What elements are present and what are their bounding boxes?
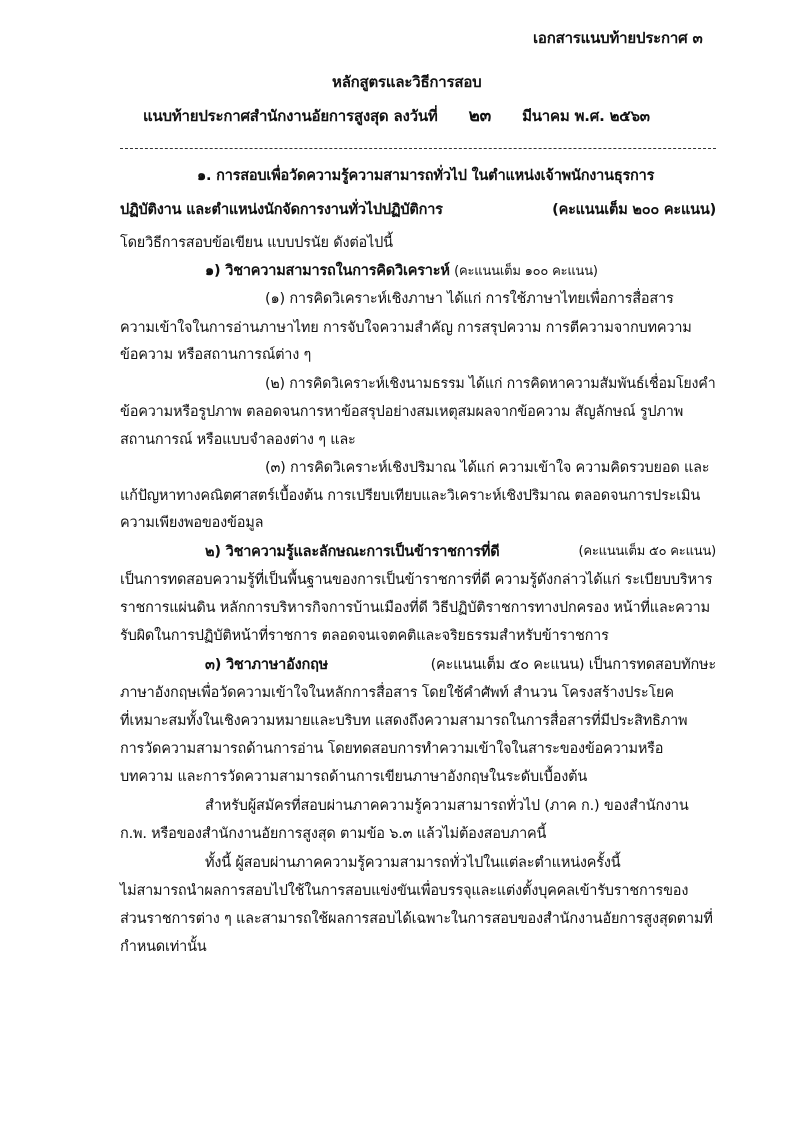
subject-1-item-1-line-2: ความเข้าใจในการอ่านภาษาไทย การจับใจความสำคัญ การสรุปความ การตีความจากบทความ (120, 320, 692, 336)
title-suffix: มีนาคม พ.ศ. ๒๕๖๓ (522, 107, 650, 125)
exemption-line-2: ก.พ. หรือของสำนักงานอัยการสูงสุด ตามข้อ ๖.๓ แล้วไม่ต้องสอบภาคนี้ (120, 826, 547, 842)
subject-2-line-4: รับผิดในการปฏิบัติหน้าที่ราชการ ตลอดจนเจตคติและจริยธรรมสำหรับข้าราชการ (120, 628, 609, 644)
subject-1-item-1-line-3: ข้อความ หรือสถานการณ์ต่าง ๆ (120, 347, 312, 363)
subject-3-heading (205, 655, 716, 675)
note-line-3: ส่วนราชการต่าง ๆ และสามารถใช้ผลการสอบได้เฉพาะในการสอบของสำนักงานอัยการสูงสุดตามที่ (120, 911, 713, 927)
subject-1-item-3-line-1: (๓) การคิดวิเคราะห์เชิงปริมาณ ได้แก่ ความเข้าใจ ความคิดรวบยอด และ (265, 460, 710, 476)
subject-2-heading (205, 542, 716, 562)
title-day: ๒๓ (468, 106, 492, 126)
note-line-4: กำหนดเท่านั้น (120, 939, 207, 955)
note-line-2: ไม่สามารถนำผลการสอบไปใช้ในการสอบแข่งขันเพื่อบรรจุและแต่งตั้งบุคคลเข้ารับราชการของ (120, 883, 689, 899)
title-prefix: แนบท้ายประกาศสำนักงานอัยการสูงสุด ลงวันที่ (143, 107, 438, 125)
section-1-score: (คะแนนเต็ม ๒๐๐ คะแนน) (552, 202, 716, 218)
section-1-line-3: โดยวิธีการสอบข้อเขียน แบบปรนัย ดังต่อไปนี้ (120, 235, 393, 251)
subject-1-item-3-line-3: ความเพียงพอของข้อมูล (120, 515, 264, 531)
section-1-positions: ปฏิบัติงาน และตำแหน่งนักจัดการงานทั่วไปปฏิบัติการ (120, 202, 443, 218)
subject-3-line-4: การวัดความสามารถด้านการอ่าน โดยทดสอบการทำความเข้าใจในสาระของข้อความหรือ (120, 741, 664, 757)
page-title: หลักสูตรและวิธีการสอบ (332, 73, 482, 91)
dashed-divider (120, 148, 716, 149)
subject-3-line-3: ที่เหมาะสมทั้งในเชิงความหมายและบริบท แสดงถึงความสามารถในการสื่อสารที่มีประสิทธิภาพ (120, 713, 688, 729)
subject-1-score: (คะแนนเต็ม ๑๐๐ คะแนน) (454, 264, 598, 279)
subject-1-heading (205, 261, 598, 282)
title-line-2 (143, 106, 650, 126)
subject-2-line-2: เป็นการทดสอบความรู้ที่เป็นพื้นฐานของการเป็นข้าราชการที่ดี ความรู้ดังกล่าวได้แก่ ระเบียบบริหาร (120, 572, 713, 588)
section-1-line-1: ๑. การสอบเพื่อวัดความรู้ความสามารถทั่วไป ในตำแหน่งเจ้าพนักงานธุรการ (197, 168, 655, 184)
document-tag: เอกสารแนบท้ายประกาศ ๓ (533, 29, 703, 47)
subject-1-item-2-line-1: (๒) การคิดวิเคราะห์เชิงนามธรรม ได้แก่ การคิดหาความสัมพันธ์เชื่อมโยงคำ (265, 376, 716, 392)
subject-3-title: ๓) วิชาภาษาอังกฤษ (205, 657, 329, 673)
subject-2-line-3: ราชการแผ่นดิน หลักการบริหารกิจการบ้านเมืองที่ดี วิธีปฏิบัติราชการทางปกครอง หน้าที่และความ (120, 600, 710, 616)
subject-1-item-3-line-2: แก้ปัญหาทางคณิตศาสตร์เบื้องต้น การเปรียบเทียบและวิเคราะห์เชิงปริมาณ ตลอดจนการประเมิน (120, 488, 701, 504)
subject-2-score: (คะแนนเต็ม ๕๐ คะแนน) (578, 544, 716, 559)
subject-1-item-2-line-2: ข้อความหรือรูปภาพ ตลอดจนการหาข้อสรุปอย่างสมเหตุสมผลจากข้อความ สัญลักษณ์ รูปภาพ (120, 404, 684, 420)
subject-3-score-desc: (คะแนนเต็ม ๕๐ คะแนน) เป็นการทดสอบทักษะ (430, 657, 716, 673)
subject-1-title: ๑) วิชาความสามารถในการคิดวิเคราะห์ (205, 263, 450, 279)
subject-3-line-5: บทความ และการวัดความสามารถด้านการเขียนภาษาอังกฤษในระดับเบื้องต้น (120, 769, 588, 785)
exemption-line-1: สำหรับผู้สมัครที่สอบผ่านภาคความรู้ความสามารถทั่วไป (ภาค ก.) ของสำนักงาน (205, 798, 689, 814)
subject-3-line-2: ภาษาอังกฤษเพื่อวัดความเข้าใจในหลักการสื่อสาร โดยใช้คำศัพท์ สำนวน โครงสร้างประโยค (120, 685, 674, 701)
section-1-line-2 (120, 200, 716, 220)
note-line-1: ทั้งนี้ ผู้สอบผ่านภาคความรู้ความสามารถทั่วไปในแต่ละตำแหน่งครั้งนี้ (205, 855, 621, 871)
subject-2-title: ๒) วิชาความรู้และลักษณะการเป็นข้าราชการที่ดี (205, 544, 500, 560)
subject-1-item-1-line-1: (๑) การคิดวิเคราะห์เชิงภาษา ได้แก่ การใช้ภาษาไทยเพื่อการสื่อสาร (265, 291, 674, 307)
subject-1-item-2-line-3: สถานการณ์ หรือแบบจำลองต่าง ๆ และ (120, 432, 356, 448)
